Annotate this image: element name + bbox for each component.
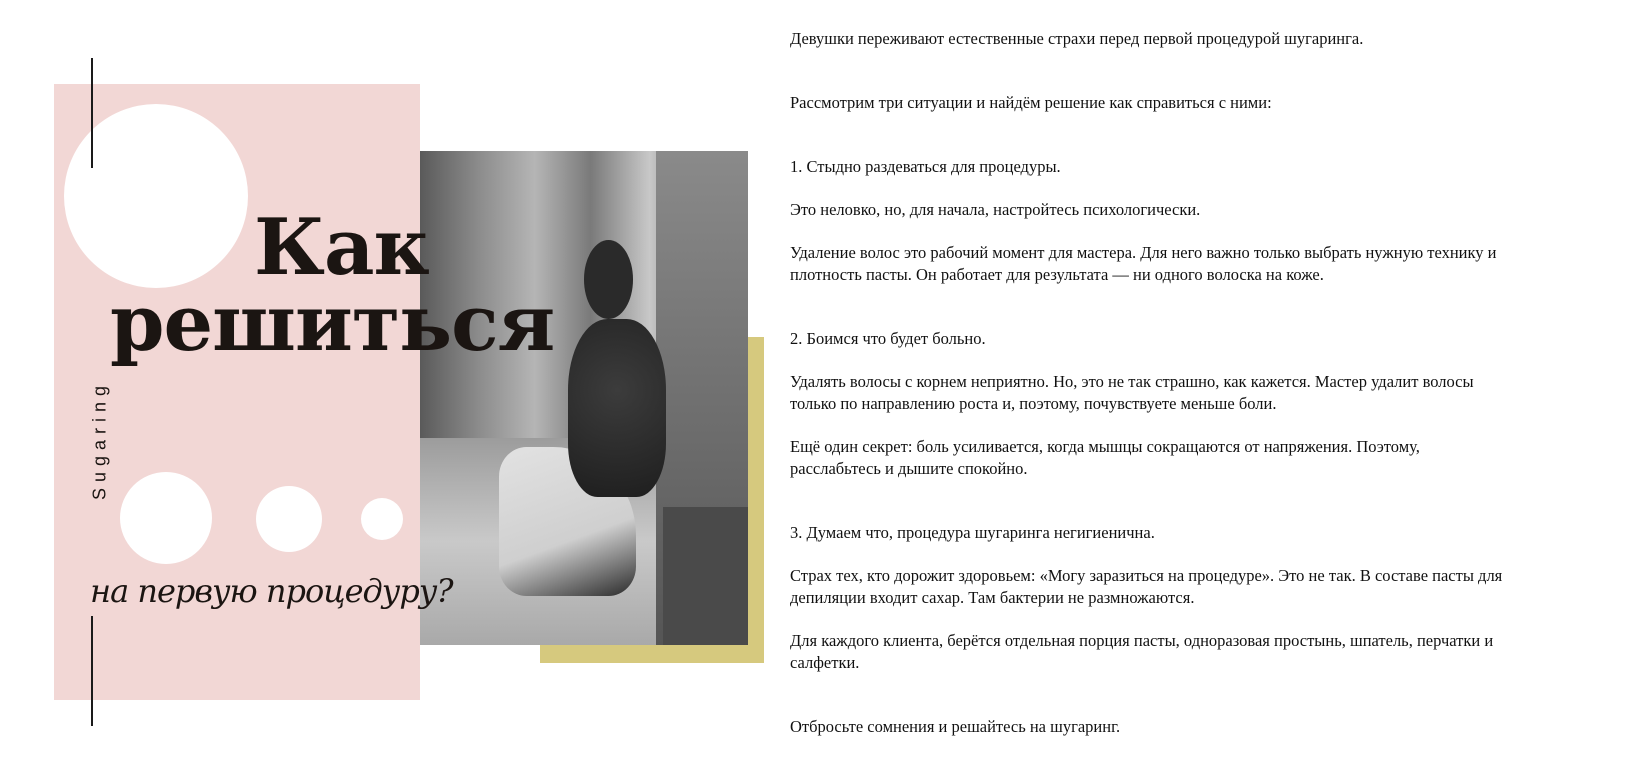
- section-paragraph: Удаление волос это рабочий момент для мастера. Для него важно только выбрать нужную технику и плотность пасты. Он работает для результата — ни одного волоска на коже.: [790, 243, 1497, 284]
- section-paragraph: Для каждого клиента, берётся отдельная порция пасты, одноразовая простынь, шпатель, перчатки и салфетки.: [790, 631, 1494, 672]
- section-heading: 1. Стыдно раздеваться для процедуры.: [790, 157, 1061, 176]
- decor-circle: [120, 472, 212, 564]
- article-intro: Девушки переживают естественные страхи перед первой процедурой шугаринга.: [790, 29, 1364, 48]
- photo-figure-head: [584, 240, 633, 319]
- hero-title-line2: решиться: [110, 278, 555, 369]
- article-text: [790, 28, 1510, 738]
- article-outro: Отбросьте сомнения и решайтесь на шугаринг.: [790, 717, 1121, 736]
- hero-photo: [420, 151, 748, 645]
- hero-subtitle: на первую процедуру?: [90, 572, 453, 610]
- section-paragraph: Страх тех, кто дорожит здоровьем: «Могу заразиться на процедуре». Это не так. В составе пасты для депиляции входит сахар. Там бактерии не размножаются.: [790, 566, 1503, 607]
- photo-step: [663, 507, 748, 645]
- vertical-brand-label: Sugaring: [89, 379, 110, 501]
- article-intro: Рассмотрим три ситуации и найдём решение как справиться с ними:: [790, 93, 1272, 112]
- divider-line-bottom: [91, 616, 93, 726]
- section-heading: 2. Боимся что будет больно.: [790, 329, 986, 348]
- photo-figure-body: [568, 319, 666, 497]
- decor-circle: [256, 486, 322, 552]
- decor-circle: [361, 498, 403, 540]
- section-paragraph: Это неловко, но, для начала, настройтесь психологически.: [790, 200, 1201, 219]
- divider-line-top: [91, 58, 93, 168]
- section-heading: 3. Думаем что, процедура шугаринга негигиенична.: [790, 523, 1155, 542]
- hero-title-line1: Как: [254, 202, 429, 293]
- section-paragraph: Ещё один секрет: боль усиливается, когда мышцы сокращаются от напряжения. Поэтому, расслабьтесь и дышите спокойно.: [790, 437, 1420, 478]
- section-paragraph: Удалять волосы с корнем неприятно. Но, это не так страшно, как кажется. Мастер удалит волосы только по направлению роста и, поэтому, почувствуете меньше боли.: [790, 372, 1474, 413]
